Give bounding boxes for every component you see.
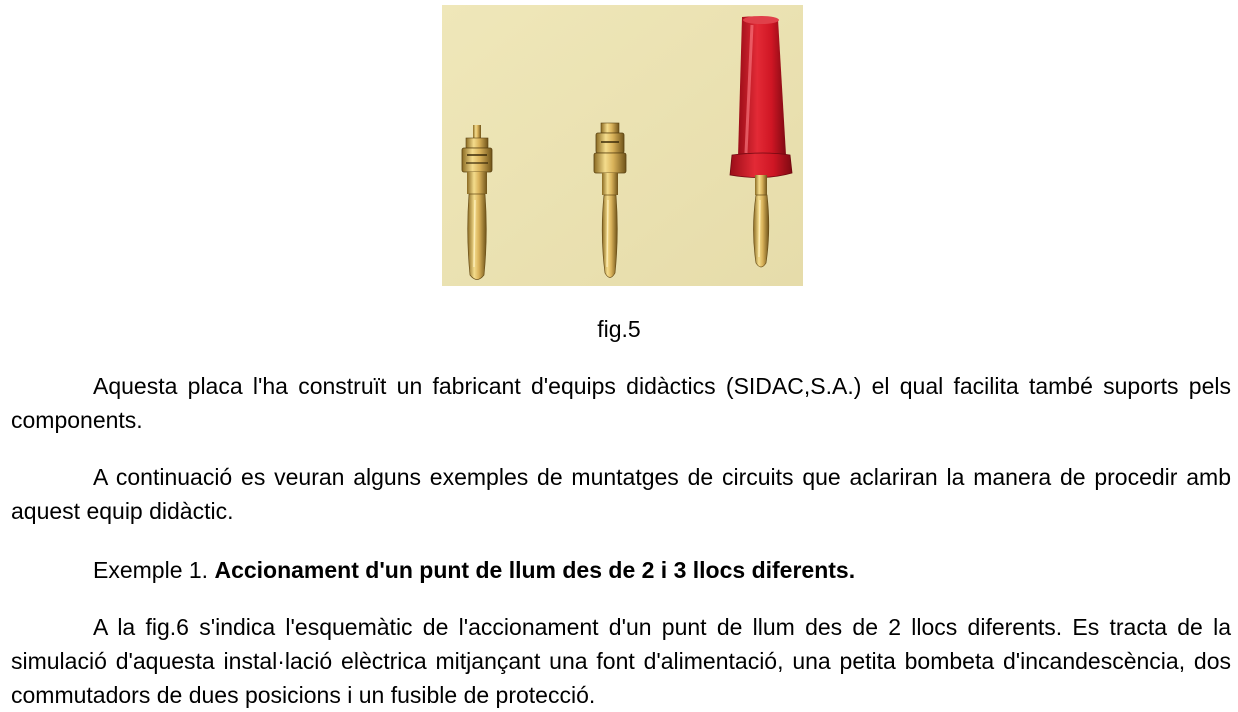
- banana-plugs-illustration: [442, 5, 803, 286]
- paragraph-example-1: [11, 553, 1231, 587]
- example-label: Exemple 1.: [93, 557, 215, 583]
- paragraph-sidac: Aquesta placa l'ha construït un fabricant d'equips didàctics (SIDAC,S.A.) el qual facilita també suports pels components.: [11, 373, 1231, 433]
- figure-caption: fig.5: [597, 316, 641, 342]
- paragraph-fig6: A la fig.6 s'indica l'esquemàtic de l'accionament d'un punt de llum des de 2 llocs diferents. Es tracta de la simulació d'aquesta instal·lació elèctrica mitjançant una font d'alimentació, una petita bombeta d'incandescència, dos commutadors de dues posicions i un fusible de protecció.: [11, 614, 1231, 708]
- example-title: Accionament d'un punt de llum des de 2 i 3 llocs diferents.: [214, 557, 856, 583]
- figure-photo: [442, 5, 803, 286]
- paragraph-examples: A continuació es veuran alguns exemples de muntatges de circuits que aclariran la manera de procedir amb aquest equip didàctic.: [11, 464, 1231, 524]
